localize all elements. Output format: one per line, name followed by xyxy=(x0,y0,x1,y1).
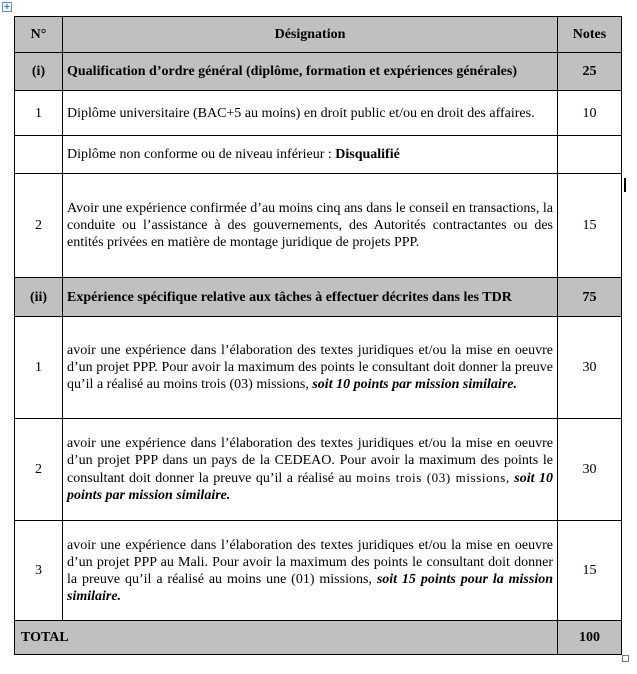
row-emphasis: soit 15 points pour la mission similaire. xyxy=(67,571,553,604)
row-emphasis: soit 10 points par mission similaire. xyxy=(312,377,517,392)
section-i-row xyxy=(15,53,622,91)
row-text: avoir une expérience dans l’élaboration des textes juridiques et/ou la mise en oeuvre d’un projet PPP dans un pays de la CEDEAO. Pour avoir la maximum des points le consultant doit donner la preuve qu’il a réalisé au xyxy=(67,436,553,486)
row-designation: Avoir une expérience confirmée d’au moins cinq ans dans le conseil en transactions, la conduite ou l’assistance à des gouvernements, des Autorités contractantes ou des entités privées en matière de montage juridique de projets PPP. xyxy=(63,174,558,278)
section-i-title: Qualification d’ordre général (diplôme, formation et expériences générales) xyxy=(63,53,558,91)
row-designation xyxy=(63,317,558,419)
table-resize-handle-icon[interactable] xyxy=(622,655,629,662)
row-notes: 15 xyxy=(558,174,622,278)
table-row xyxy=(15,174,622,278)
row-notes: 30 xyxy=(558,317,622,419)
row-text: avoir une expérience dans l’élaboration des textes juridiques et/ou la mise en oeuvre d’un projet PPP au Mali. Pour avoir la maximum des points le consultant doit donner la preuve qu’il a réalisé au moins une (01) missions, xyxy=(67,537,553,587)
row-designation xyxy=(63,136,558,174)
header-notes: Notes xyxy=(558,17,622,53)
section-ii-no: (ii) xyxy=(15,278,63,317)
total-notes: 100 xyxy=(558,621,622,655)
evaluation-criteria-table xyxy=(14,16,622,655)
text-cursor xyxy=(624,178,626,192)
row-no: 1 xyxy=(15,91,63,136)
disqualified-text: Diplôme non conforme ou de niveau inférieur : xyxy=(67,147,336,162)
total-label: TOTAL xyxy=(15,621,558,655)
section-ii-row xyxy=(15,278,622,317)
header-no: N° xyxy=(15,17,63,53)
table-row xyxy=(15,419,622,521)
row-designation xyxy=(63,521,558,621)
section-ii-title: Expérience spécifique relative aux tâches à effectuer décrites dans les TDR xyxy=(63,278,558,317)
row-no: 2 xyxy=(15,174,63,278)
row-no: 2 xyxy=(15,419,63,521)
row-text-narrow: moins trois (03) missions, xyxy=(356,470,510,485)
row-designation: Diplôme universitaire (BAC+5 au moins) en droit public et/ou en droit des affaires. xyxy=(63,91,558,136)
total-row xyxy=(15,621,622,655)
row-notes: 30 xyxy=(558,419,622,521)
section-ii-notes: 75 xyxy=(558,278,622,317)
row-notes: 10 xyxy=(558,91,622,136)
row-text: avoir une expérience dans l’élaboration des textes juridiques et/ou la mise en oeuvre d’un projet PPP. Pour avoir la maximum des points le consultant doit donner la preuve qu’il a réalisé au moins trois (03) missions, xyxy=(67,343,553,392)
row-no: 3 xyxy=(15,521,63,621)
row-no xyxy=(15,136,63,174)
row-notes xyxy=(558,136,622,174)
disqualified-label: Disqualifié xyxy=(335,147,400,162)
row-designation xyxy=(63,419,558,521)
section-i-no: (i) xyxy=(15,53,63,91)
row-no: 1 xyxy=(15,317,63,419)
table-row xyxy=(15,317,622,419)
row-notes: 15 xyxy=(558,521,622,621)
table-row-disqualified xyxy=(15,136,622,174)
table-row xyxy=(15,91,622,136)
row-emphasis: soit 10 points par mission similaire. xyxy=(67,471,553,503)
header-designation: Désignation xyxy=(63,17,558,53)
table-row xyxy=(15,521,622,621)
section-i-notes: 25 xyxy=(558,53,622,91)
table-header-row xyxy=(15,17,622,53)
table-move-handle-icon[interactable]: + xyxy=(3,2,11,11)
